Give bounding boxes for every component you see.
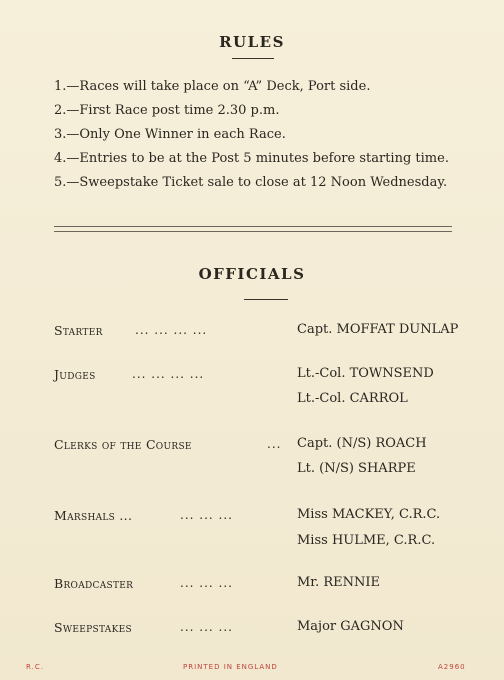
rule-item-4: 4.—Entries to be at the Post 5 minutes before starting time.	[54, 151, 449, 166]
official-leader-marshals: ... ... ...	[180, 508, 233, 522]
rules-heading-underline	[232, 58, 274, 59]
official-name-judges-1: Lt.-Col. TOWNSEND	[297, 366, 434, 381]
official-leader-starter: ... ... ... ...	[135, 323, 208, 337]
official-name-sweepstakes: Major GAGNON	[297, 619, 404, 634]
rule-item-1: 1.—Races will take place on “A” Deck, Port side.	[54, 79, 371, 94]
official-name-clerks-1: Capt. (N/S) ROACH	[297, 436, 427, 451]
official-leader-judges: ... ... ... ...	[132, 367, 205, 381]
official-label-clerks: Clerks of the Course	[54, 437, 192, 452]
rule-item-5: 5.—Sweepstake Ticket sale to close at 12 Noon Wednesday.	[54, 175, 448, 190]
rule-item-3: 3.—Only One Winner in each Race.	[54, 127, 286, 142]
official-leader-clerks: ...	[267, 437, 282, 451]
official-name-marshals-1: Miss MACKEY, C.R.C.	[297, 507, 441, 522]
official-name-starter: Capt. MOFFAT DUNLAP	[297, 322, 459, 337]
official-name-marshals-2: Miss HULME, C.R.C.	[297, 533, 436, 548]
official-leader-broadcaster: ... ... ...	[180, 576, 233, 590]
officials-heading: OFFICIALS	[198, 265, 306, 283]
footer-printer-note: PRINTED IN ENGLAND	[183, 663, 278, 671]
official-name-clerks-2: Lt. (N/S) SHARPE	[297, 461, 416, 476]
rules-heading: RULES	[219, 33, 285, 51]
official-label-broadcaster: Broadcaster	[54, 576, 134, 591]
official-label-marshals: Marshals ...	[54, 508, 133, 523]
official-name-broadcaster: Mr. RENNIE	[297, 575, 381, 590]
official-name-judges-2: Lt.-Col. CARROL	[297, 391, 408, 406]
footer-initials: R.C.	[26, 663, 44, 671]
footer-catalog-number: A2960	[438, 663, 466, 671]
section-divider	[54, 226, 452, 232]
official-label-sweepstakes: Sweepstakes	[54, 620, 132, 635]
rule-item-2: 2.—First Race post time 2.30 p.m.	[54, 103, 280, 118]
official-label-judges: Judges	[54, 367, 96, 382]
officials-heading-underline	[244, 299, 288, 300]
official-label-starter: Starter	[54, 323, 103, 338]
official-leader-sweepstakes: ... ... ...	[180, 620, 233, 634]
